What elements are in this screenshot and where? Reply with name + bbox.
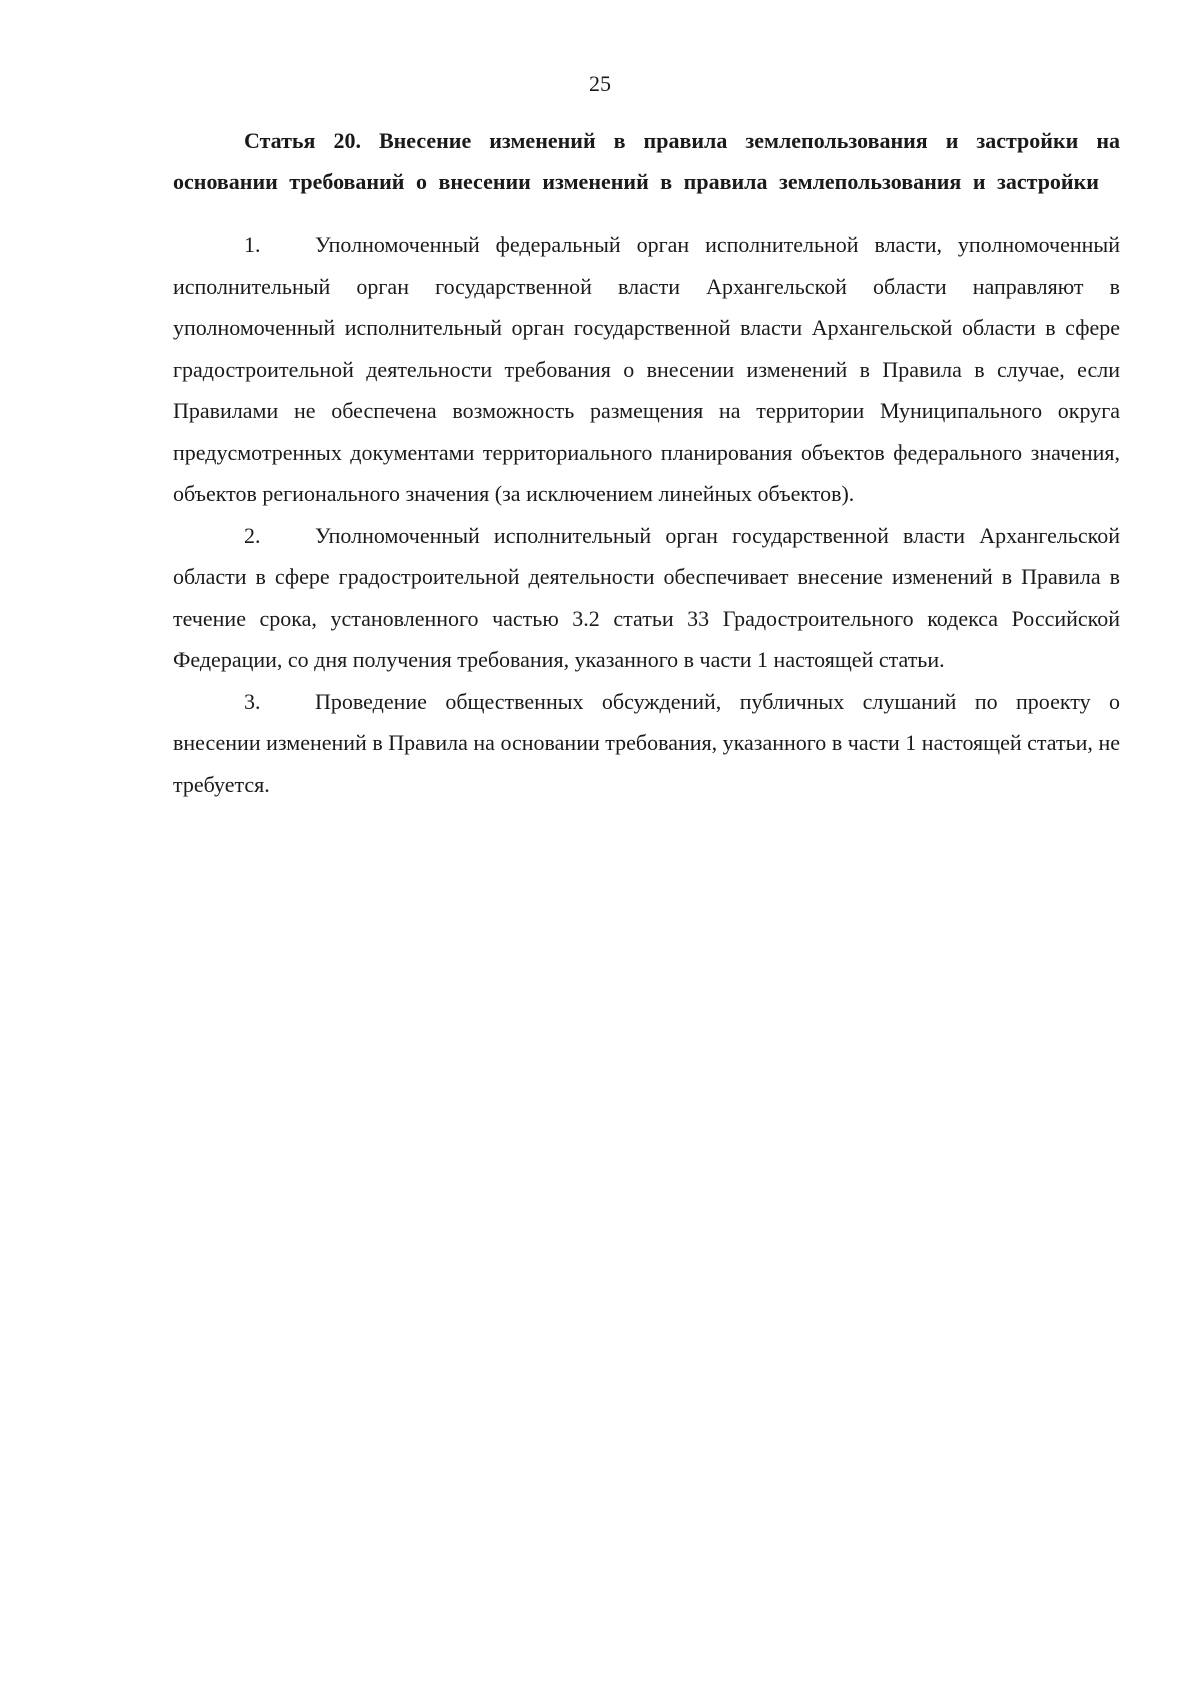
clause-number: 1. bbox=[244, 232, 261, 257]
clause-3 bbox=[173, 681, 1120, 806]
clause-1 bbox=[173, 224, 1120, 515]
clause-text: Уполномоченный исполнительный орган государственной власти Архангельской области в сфере градостроительной деятельности обеспечивает внесение изменений в Правила в течение срока, установленного частью 3.2 статьи 33 Градостроительного кодекса Российской Федерации, со дня получения требования, указанного в части 1 настоящей статьи. bbox=[173, 522, 1120, 672]
page-number: 25 bbox=[589, 71, 611, 96]
clause-text: Уполномоченный федеральный орган исполнительной власти, уполномоченный исполнительный орган государственной власти Архангельской области направляют в уполномоченный исполнительный орган государственной власти Архангельской области в сфере градостроительной деятельности требования о внесении изменений в Правила в случае, если Правилами не обеспечена возможность размещения на территории Муниципального округа предусмотренных документами территориального планирования объектов федерального значения, объектов регионального значения (за исключением линейных объектов). bbox=[173, 232, 1120, 506]
clause-number: 2. bbox=[244, 522, 261, 548]
clause-number: 3. bbox=[244, 688, 261, 714]
document-body bbox=[173, 120, 1120, 805]
clause-text: Проведение общественных обсуждений, публичных слушаний по проекту о внесении изменений в Правила на основании требования, указанного в части 1 настоящей статьи, не требуется. bbox=[173, 688, 1120, 797]
article-title: Статья 20. Внесение изменений в правила землепользования и застройки на основании требований о внесении изменений в правила землепользования и застройки bbox=[173, 128, 1120, 194]
clause-2 bbox=[173, 515, 1120, 681]
